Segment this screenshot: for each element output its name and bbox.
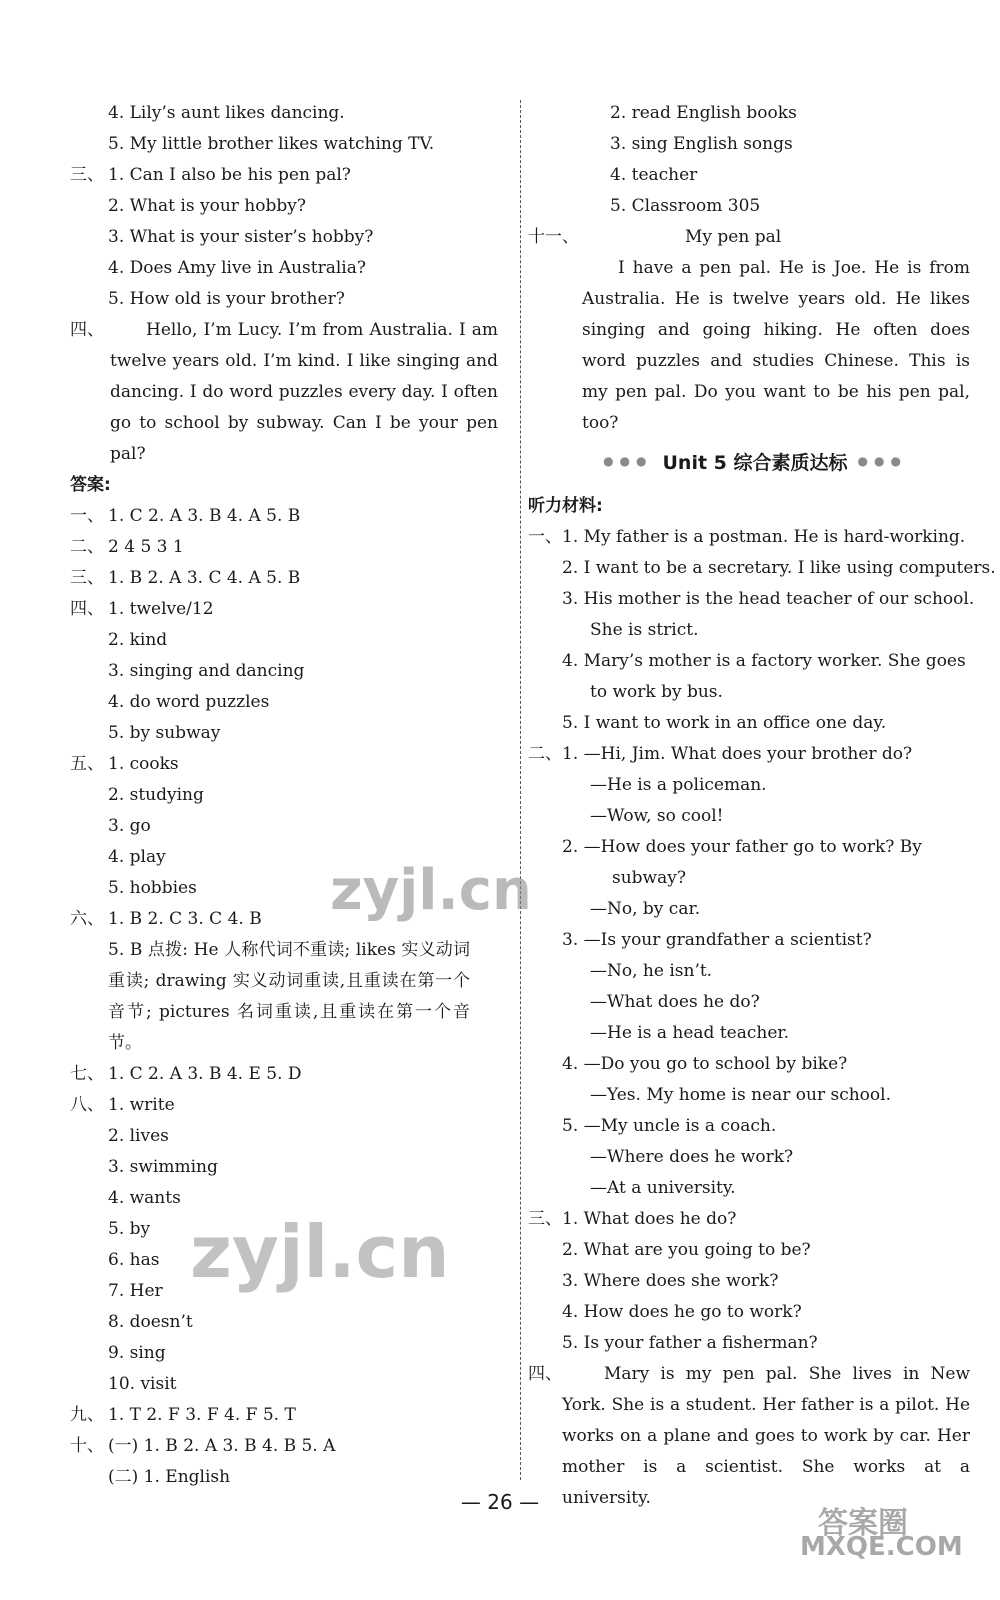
- dialogue-line: [528, 739, 970, 770]
- line-text: 2. —How does your father go to work? By: [562, 837, 922, 857]
- line-text: 3. His mother is the head teacher of our school.: [562, 589, 975, 609]
- line-text: 4. Does Amy live in Australia?: [108, 258, 366, 278]
- dialogue-line: [540, 801, 970, 832]
- answer-line: [78, 780, 498, 811]
- answer-line: [78, 842, 498, 873]
- answer-line: [70, 594, 498, 625]
- text-line: [540, 584, 975, 615]
- answers-heading: 答案:: [70, 475, 111, 495]
- text-line: [78, 191, 498, 222]
- section-marker: 三、: [70, 568, 104, 588]
- answer-line: [70, 501, 498, 532]
- section-marker: 一、: [528, 527, 562, 547]
- line-text: —He is a head teacher.: [590, 1023, 790, 1043]
- watermark: zyjl.cn: [190, 1210, 450, 1294]
- line-text: 2 4 5 3 1: [108, 537, 184, 557]
- dialogue-line: [540, 1142, 970, 1173]
- line-text: 1. —Hi, Jim. What does your brother do?: [562, 744, 913, 764]
- line-text: —He is a policeman.: [590, 775, 767, 795]
- text-line: [540, 1266, 970, 1297]
- answer-line: [78, 1462, 498, 1493]
- line-text: 2. lives: [108, 1126, 169, 1146]
- line-text: 4. wants: [108, 1188, 181, 1208]
- decorative-dots-icon: ●●●: [603, 454, 653, 468]
- line-text: 2. I want to be a secretary. I like using computers.: [562, 558, 996, 578]
- line-text: 3. go: [108, 816, 151, 836]
- line-text: subway?: [612, 868, 686, 888]
- line-text: 3. Where does she work?: [562, 1271, 779, 1291]
- text-line: [78, 222, 498, 253]
- text-line: [540, 708, 970, 739]
- line-text: 2. read English books: [610, 103, 797, 123]
- section-marker: 七、: [70, 1064, 104, 1084]
- line-text: —No, he isn’t.: [590, 961, 713, 981]
- dialogue-line: [540, 925, 970, 956]
- line-text: 6. has: [108, 1250, 160, 1270]
- answer-line: [78, 718, 498, 749]
- listening-heading: 听力材料:: [528, 496, 603, 516]
- line-text: 4. Lily’s aunt likes dancing.: [108, 103, 345, 123]
- line-text: 3. sing English songs: [610, 134, 793, 154]
- line-text: 9. sing: [108, 1343, 166, 1363]
- column-divider: [520, 100, 521, 1480]
- answer-line: [70, 749, 498, 780]
- section-marker: 三、: [528, 1209, 562, 1229]
- line-text: —At a university.: [590, 1178, 736, 1198]
- dialogue-line: [540, 832, 970, 863]
- line-text: 4. do word puzzles: [108, 692, 270, 712]
- section-marker: 四、: [528, 1364, 562, 1384]
- line-text: 5. How old is your brother?: [108, 289, 345, 309]
- line-text: 5. by subway: [108, 723, 221, 743]
- line-text: 1. C 2. A 3. B 4. A 5. B: [108, 506, 301, 526]
- dialogue-line: [540, 1049, 970, 1080]
- dialogue-line: [540, 1173, 970, 1204]
- line-text: 5. —My uncle is a coach.: [562, 1116, 777, 1136]
- text-line: [78, 98, 498, 129]
- line-text: 4. Mary’s mother is a factory worker. She goes: [562, 651, 966, 671]
- line-text: 8. doesn’t: [108, 1312, 193, 1332]
- answer-line: [78, 1121, 498, 1152]
- section-marker: 三、: [70, 165, 104, 185]
- dialogue-line: [540, 863, 970, 894]
- text-line: [540, 98, 970, 129]
- line-text: 3. swimming: [108, 1157, 218, 1177]
- line-text: —Where does he work?: [590, 1147, 794, 1167]
- answer-line: [78, 811, 498, 842]
- line-text: 2. What are you going to be?: [562, 1240, 811, 1260]
- line-text: 3. What is your sister’s hobby?: [108, 227, 374, 247]
- line-text: 4. play: [108, 847, 166, 867]
- line-text: 2. kind: [108, 630, 168, 650]
- paragraph-text: Hello, I’m Lucy. I’m from Australia. I am twelve years old. I’m kind. I like singing and dancing. I do word puzzles every day. I often go to school by subway. Can I be your pen pal?: [110, 320, 498, 464]
- text-line: [528, 1204, 970, 1235]
- answer-line: [78, 1152, 498, 1183]
- paragraph-section-4: [70, 315, 498, 470]
- text-line: [528, 522, 970, 553]
- dialogue-line: [540, 1018, 970, 1049]
- text-line: [540, 1297, 970, 1328]
- answer-line: [70, 1400, 498, 1431]
- watermark: zyjl.cn: [330, 858, 532, 923]
- section-marker: 一、: [70, 506, 104, 526]
- dialogue-line: [540, 894, 970, 925]
- line-text: 1. B 2. C 3. C 4. B: [108, 909, 262, 929]
- section-marker: 九、: [70, 1405, 104, 1425]
- text-line: [540, 646, 970, 677]
- dialogue-line: [540, 1111, 970, 1142]
- line-text: 4. —Do you go to school by bike?: [562, 1054, 848, 1074]
- unit-title-banner: [540, 439, 970, 483]
- line-text: —Wow, so cool!: [590, 806, 724, 826]
- text-line: [78, 284, 498, 315]
- line-text: She is strict.: [590, 620, 699, 640]
- line-text: 1. C 2. A 3. B 4. E 5. D: [108, 1064, 302, 1084]
- text-line: [528, 222, 970, 253]
- line-text: (一) 1. B 2. A 3. B 4. B 5. A: [108, 1436, 336, 1456]
- text-line: [540, 553, 996, 584]
- unit-title: Unit 5 综合素质达标: [662, 451, 848, 474]
- section-marker: 四、: [70, 320, 104, 340]
- text-line: [540, 129, 970, 160]
- line-text: 2. studying: [108, 785, 204, 805]
- line-text: 5. I want to work in an office one day.: [562, 713, 887, 733]
- line-text: 1. T 2. F 3. F 4. F 5. T: [108, 1405, 296, 1425]
- line-text: 3. singing and dancing: [108, 661, 305, 681]
- dialogue-line: [540, 770, 970, 801]
- right-column: [528, 98, 996, 1514]
- hint-paragraph: 5. B 点拨: He 人称代词不重读; likes 实义动词重读; drawing 实义动词重读,且重读在第一个音节; pictures 名词重读,且重读在第一个音节。: [108, 940, 470, 1053]
- line-text: to work by bus.: [590, 682, 723, 702]
- line-text: 5. Is your father a fisherman?: [562, 1333, 818, 1353]
- text-line: [540, 191, 970, 222]
- section-marker: 五、: [70, 754, 104, 774]
- dialogue-line: [540, 987, 970, 1018]
- text-line: [540, 615, 970, 646]
- line-text: 10. visit: [108, 1374, 177, 1394]
- essay-paragraph: I have a pen pal. He is Joe. He is from Australia. He is twelve years old. He likes singing and going hiking. He often does word puzzles and studies Chinese. This is my pen pal. Do you want to be his pen pal, too?: [582, 258, 970, 433]
- line-text: 4. How does he go to work?: [562, 1302, 802, 1322]
- line-text: —No, by car.: [590, 899, 701, 919]
- paragraph-text: Mary is my pen pal. She lives in New York. She is a student. Her father is a pilot. He works on a plane and goes to work by car. Her mother is a scientist. She works at a university.: [562, 1364, 970, 1508]
- section-marker: 八、: [70, 1095, 104, 1115]
- answer-line: [78, 1214, 498, 1245]
- answer-line: [78, 625, 498, 656]
- answer-line: [70, 904, 498, 935]
- line-text: 1. My father is a postman. He is hard-working.: [562, 527, 966, 547]
- answer-line: [78, 1307, 498, 1338]
- text-line: [78, 129, 498, 160]
- text-line: [540, 677, 970, 708]
- answer-line: [78, 1245, 498, 1276]
- answer-line: [70, 1059, 498, 1090]
- line-text: —Yes. My home is near our school.: [590, 1085, 891, 1105]
- page-number: — 26 —: [460, 1490, 540, 1514]
- text-line: [540, 160, 970, 191]
- answer-line: [78, 1276, 498, 1307]
- line-text: 3. —Is your grandfather a scientist?: [562, 930, 872, 950]
- line-text: 4. teacher: [610, 165, 698, 185]
- dialogue-line: [540, 956, 970, 987]
- answer-line: [78, 873, 498, 904]
- answer-line: [70, 1431, 498, 1462]
- section-marker: 二、: [528, 744, 562, 764]
- section-marker: 六、: [70, 909, 104, 929]
- answer-line: [78, 687, 498, 718]
- answer-line: [70, 563, 498, 594]
- line-text: 5. Classroom 305: [610, 196, 761, 216]
- line-text: 5. by: [108, 1219, 151, 1239]
- section-marker: 十、: [70, 1436, 104, 1456]
- line-text: 1. twelve/12: [108, 599, 214, 619]
- answer-line: [70, 532, 498, 563]
- watermark: MXQE.COM: [800, 1532, 963, 1562]
- watermark: 答案圈: [818, 1506, 908, 1541]
- line-text: (二) 1. English: [108, 1467, 231, 1487]
- section-marker: 二、: [70, 537, 104, 557]
- section-marker: 四、: [70, 599, 104, 619]
- line-text: 1. B 2. A 3. C 4. A 5. B: [108, 568, 301, 588]
- line-text: 2. What is your hobby?: [108, 196, 306, 216]
- line-text: 1. Can I also be his pen pal?: [108, 165, 351, 185]
- left-column: [70, 98, 498, 1493]
- section-marker: 十一、: [528, 227, 579, 247]
- line-text: 1. write: [108, 1095, 175, 1115]
- text-line: [70, 160, 498, 191]
- text-line: [78, 253, 498, 284]
- dialogue-line: [540, 1080, 970, 1111]
- line-text: 5. My little brother likes watching TV.: [108, 134, 435, 154]
- answer-line: [70, 1090, 498, 1121]
- line-text: —What does he do?: [590, 992, 760, 1012]
- answer-line: [78, 656, 498, 687]
- answer-line: [78, 1338, 498, 1369]
- essay-title: My pen pal: [685, 227, 782, 247]
- line-text: 1. What does he do?: [562, 1209, 737, 1229]
- line-text: 7. Her: [108, 1281, 163, 1301]
- decorative-dots-icon: ●●●: [857, 454, 907, 468]
- line-text: 1. cooks: [108, 754, 179, 774]
- text-line: [540, 1235, 970, 1266]
- line-text: 5. hobbies: [108, 878, 197, 898]
- answer-line: [78, 1369, 498, 1400]
- answer-line: [78, 1183, 498, 1214]
- text-line: [540, 1328, 970, 1359]
